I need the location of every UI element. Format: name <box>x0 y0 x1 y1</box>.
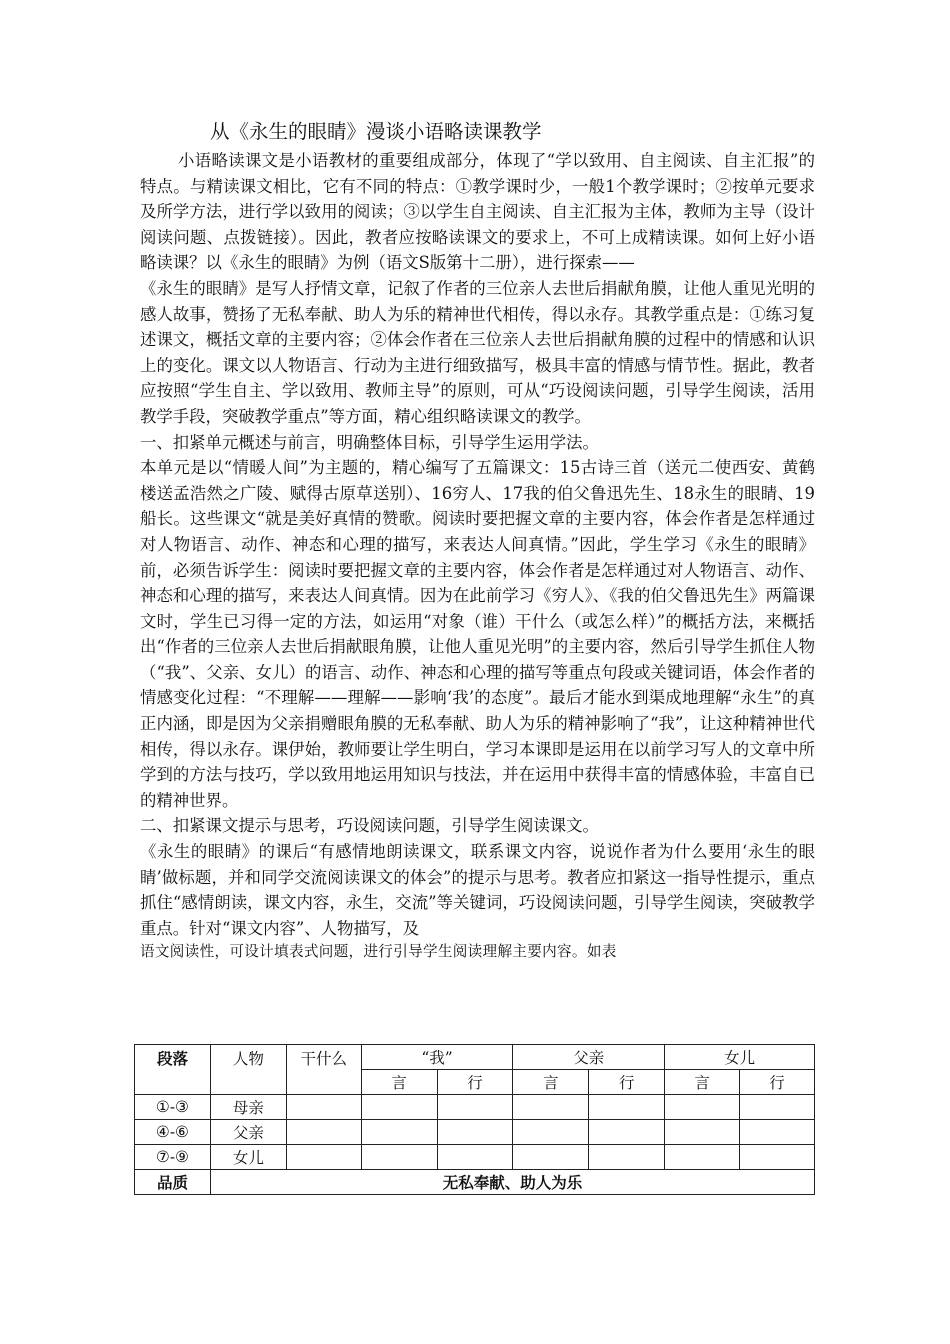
empty-cell <box>665 1145 740 1170</box>
empty-cell <box>286 1145 361 1170</box>
empty-cell <box>740 1120 815 1145</box>
row-person: 母亲 <box>210 1095 286 1120</box>
header-paragraph: 段落 <box>135 1045 211 1095</box>
row-person: 女儿 <box>210 1145 286 1170</box>
body-paragraph: 本单元是以“情暖人间”为主题的，精心编写了五篇课文：15古诗三首（送元二使西安、黄鹤楼送孟浩然之广陵、赋得古原草送别）、16穷人、17我的伯父鲁迅先生、18永生的眼睛、19船长。这些课文“就是美好真情的赞歌。阅读时要把握文章的主要内容，体会作者是怎样通过对人物语言、动作、神态和心理的描写，来表达人间真情。”因此，学生学习《永生的眼睛》前，必须告诉学生：阅读时要把握文章的主要内容，体会作者是怎样通过对人物语言、动作、神态和心理的描写，来表达人间真情。因为在此前学习《穷人》、《我的伯父鲁迅先生》两篇课文时，学生已习得一定的方法，如运用“对象（谁）干什么（或怎么样）”的概括方法，来概括出“作者的三位亲人去世后捐献眼角膜，让他人重见光明”的主要内容，然后引导学生抓住人物（“我”、父亲、女儿）的语言、动作、神态和心理的描写等重点句段或关键词语，体会作者的情感变化过程：“不理解——理解——影响‘我’的态度”。最后才能水到渠成地理解“永生”的真正内涵，即是因为父亲捐赠眼角膜的无私奉献、助人为乐的精神影响了“我”，让这种精神世代相传，得以永存。课伊始，教师要让学生明白，学习本课即是运用在以前学习写人的文章中所学到的方法与技巧，学以致用地运用知识与技法，并在运用中获得丰富的情感体验，丰富自已的精神世界。 <box>140 458 815 810</box>
empty-cell <box>589 1095 665 1120</box>
quality-value: 无私奉献、助人为乐 <box>210 1170 814 1195</box>
subheader-speech: 言 <box>513 1070 589 1095</box>
header-me: “我” <box>361 1045 513 1070</box>
table-intro: 语文阅读性，可设计填表式问题，进行引导学生阅读理解主要内容。如表 <box>140 943 617 961</box>
empty-cell <box>361 1095 437 1120</box>
empty-cell <box>740 1145 815 1170</box>
subheader-deed: 行 <box>589 1070 665 1095</box>
reading-table <box>134 1044 815 1195</box>
document-title: 从《永生的眼睛》漫谈小语略读课教学 <box>210 120 542 143</box>
subheader-speech: 言 <box>361 1070 437 1095</box>
empty-cell <box>437 1120 513 1145</box>
subheader-speech: 言 <box>665 1070 740 1095</box>
header-person: 人物 <box>210 1045 286 1095</box>
empty-cell <box>286 1095 361 1120</box>
intro-paragraph: 小语略读课文是小语教材的重要组成部分，体现了“学以致用、自主阅读、自主汇报”的特点。与精读课文相比，它有不同的特点：①教学课时少，一般1个教学课时；②按单元要求及所学方法，进行学以致用的阅读；③以学生自主阅读、自主汇报为主体，教师为主导（设计阅读问题、点拨链接）。因此，教者应按略读课文的要求上，不可上成精读课。如何上好小语略读课？以《永生的眼睛》为例（语文S版第十二册），进行探索—— <box>140 151 815 273</box>
empty-cell <box>665 1095 740 1120</box>
header-action: 干什么 <box>286 1045 361 1095</box>
table-row <box>135 1120 815 1145</box>
section-heading: 一、扣紧单元概述与前言，明确整体目标，引导学生运用学法。 <box>140 432 599 452</box>
row-paragraph: ⑦-⑨ <box>135 1145 211 1170</box>
header-father: 父亲 <box>513 1045 665 1070</box>
empty-cell <box>437 1095 513 1120</box>
row-paragraph: ④-⑥ <box>135 1120 211 1145</box>
empty-cell <box>513 1095 589 1120</box>
section-heading: 二、扣紧课文提示与思考，巧设阅读问题，引导学生阅读课文。 <box>140 816 599 836</box>
empty-cell <box>589 1145 665 1170</box>
quality-label: 品质 <box>135 1170 211 1195</box>
empty-cell <box>361 1120 437 1145</box>
empty-cell <box>286 1120 361 1145</box>
empty-cell <box>740 1095 815 1120</box>
empty-cell <box>437 1145 513 1170</box>
body-paragraph: 《永生的眼睛》是写人抒情文章，记叙了作者的三位亲人去世后捐献角膜，让他人重见光明的感人故事，赞扬了无私奉献、助人为乐的精神世代相传，得以永存。其教学重点是：①练习复述课文，概括文章的主要内容；②体会作者在三位亲人去世后捐献角膜的过程中的情感和认识上的变化。课文以人物语言、行动为主进行细致描写，极具丰富的情感与情节性。据此，教者应按照“学生自主、学以致用、教师主导”的原则，可从“巧设阅读问题，引导学生阅读，活用教学手段，突破教学重点”等方面，精心组织略读课文的教学。 <box>140 278 815 426</box>
table-row <box>135 1145 815 1170</box>
header-daughter: 女儿 <box>665 1045 815 1070</box>
row-paragraph: ①-③ <box>135 1095 211 1120</box>
empty-cell <box>513 1145 589 1170</box>
subheader-deed: 行 <box>437 1070 513 1095</box>
table-quality-row <box>135 1170 815 1195</box>
table-row <box>135 1095 815 1120</box>
table-header-row <box>135 1045 815 1070</box>
empty-cell <box>361 1145 437 1170</box>
subheader-deed: 行 <box>740 1070 815 1095</box>
row-person: 父亲 <box>210 1120 286 1145</box>
document-body <box>140 118 815 963</box>
body-paragraph: 《永生的眼睛》的课后“有感情地朗读课文，联系课文内容，说说作者为什么要用‘永生的眼睛’做标题，并和同学交流阅读课文的体会”的提示与思考。教者应扣紧这一指导性提示，重点抓住“感情朗读，课文内容，永生，交流”等关键词，巧设阅读问题，引导学生阅读，突破教学重点。针对“课文内容”、人物描写，及 <box>140 842 815 938</box>
empty-cell <box>513 1120 589 1145</box>
empty-cell <box>589 1120 665 1145</box>
empty-cell <box>665 1120 740 1145</box>
